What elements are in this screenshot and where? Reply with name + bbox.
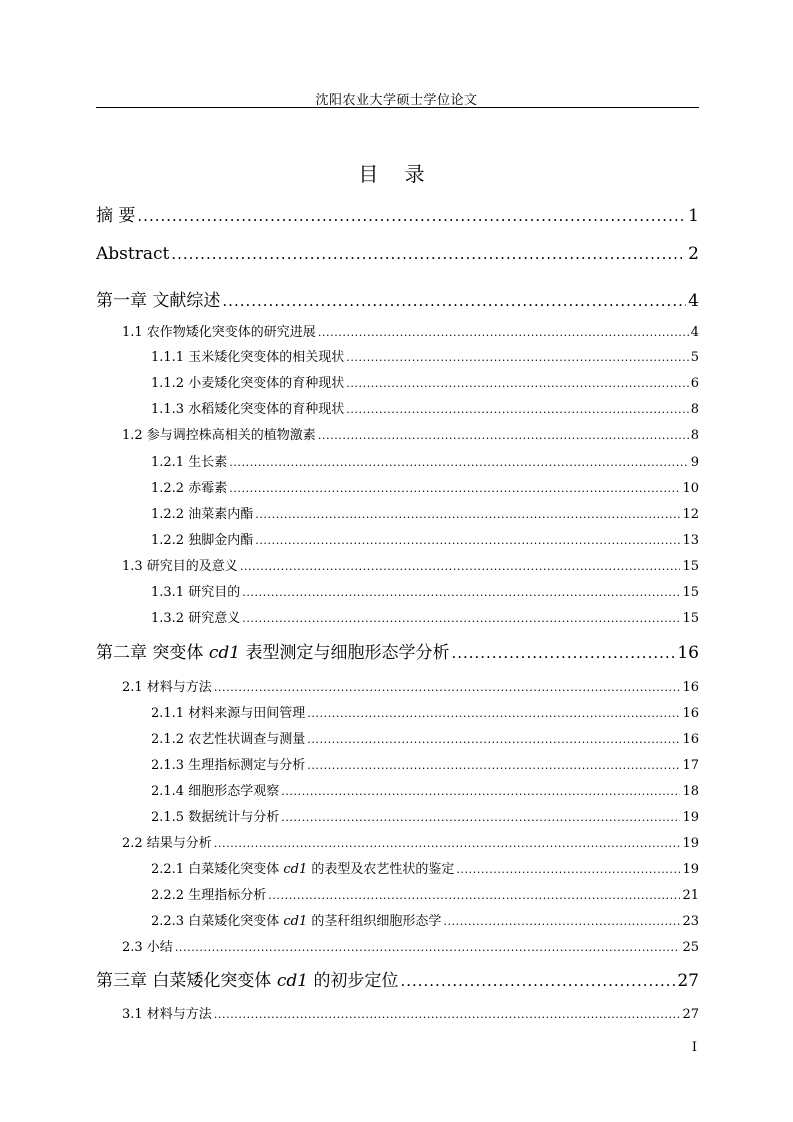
gene-name: cd1 [283,914,308,929]
toc-leader-dots [240,560,681,573]
toc-entry-page: 2 [688,244,699,264]
toc-entry-page: 25 [682,940,699,955]
toc-leader-dots [214,681,681,694]
toc-entry-2-2-3[interactable] [151,910,699,929]
toc-entry-page: 16 [677,643,699,663]
toc-leader-dots [443,915,680,928]
toc-entry-page: 1 [688,206,699,226]
toc-entry-label: 2.2 结果与分析 [122,836,212,851]
toc-entry-page: 27 [682,1007,699,1022]
toc-entry-label: 1.3.2 研究意义 [151,611,241,626]
toc-entry-page: 23 [682,914,699,929]
toc-entry-1-2-2-c[interactable] [151,529,699,548]
toc-entry-1-1[interactable] [122,321,699,340]
toc-entry-abstract-en[interactable] [96,244,699,264]
toc-entry-page: 10 [682,481,699,496]
toc-entry-page: 8 [690,402,699,417]
toc-leader-dots [281,811,680,824]
toc-entry-page: 17 [682,758,699,773]
toc-leader-dots [229,482,680,495]
toc-entry-page: 9 [690,455,699,470]
toc-entry-page: 6 [690,376,699,391]
toc-entry-1-2-2-a[interactable] [151,477,699,496]
toc-leader-dots [346,403,689,416]
toc-entry-label: Abstract [96,244,170,264]
toc-entry-2-2[interactable] [122,832,699,851]
toc-entry-label: 摘 要 [96,206,136,226]
toc-entry-page: 19 [682,862,699,877]
toc-label-text: 第二章 突变体 [96,643,209,663]
toc-entry-label [151,910,441,929]
toc-entry-label: 1.2.1 生长素 [151,455,228,470]
toc-entry-page: 27 [677,971,699,991]
toc-entry-2-3[interactable] [122,936,699,955]
toc-entry-label: 1.2.2 赤霉素 [151,481,228,496]
toc-entry-1-2-2-b[interactable] [151,503,699,522]
toc-entry-2-2-2[interactable] [151,884,699,903]
toc-entry-1-1-3[interactable] [151,398,699,417]
toc-entry-page: 16 [682,732,699,747]
toc-leader-dots [214,1008,681,1021]
toc-entry-label: 2.1.2 农艺性状调查与测量 [151,732,306,747]
toc-entry-chapter-1[interactable] [96,286,699,311]
toc-entry-label: 2.1 材料与方法 [122,680,212,695]
toc-entry-page: 15 [682,559,699,574]
toc-entry-2-1-3[interactable] [151,754,699,773]
toc-entry-label: 3.1 材料与方法 [122,1007,212,1022]
toc-label-text: 第三章 白菜矮化突变体 [96,971,277,991]
toc-leader-dots [255,534,680,547]
toc-leader-dots [255,508,680,521]
toc-entry-page: 19 [682,810,699,825]
toc-leader-dots [346,377,689,390]
toc-leader-dots [222,292,686,310]
toc-leader-dots [307,707,680,720]
toc-entry-label: 1.1.3 水稻矮化突变体的育种现状 [151,402,345,417]
toc-label-text: 2.2.3 白菜矮化突变体 [151,914,284,929]
toc-label-text: 的茎秆组织细胞形态学 [307,914,442,929]
toc-entry-label: 1.2.2 独脚金内酯 [151,533,254,548]
toc-leader-dots [307,759,680,772]
toc-entry-page: 5 [690,350,699,365]
toc-entry-label: 2.2.2 生理指标分析 [151,888,267,903]
toc-label-text: 表型测定与细胞形态学分析 [240,643,450,663]
toc-entry-2-2-1[interactable] [151,858,699,877]
toc-entry-label: 1.1.1 玉米矮化突变体的相关现状 [151,350,345,365]
toc-entry-page: 15 [682,611,699,626]
toc-title: 目 录 [358,162,435,186]
toc-entry-label [96,638,449,663]
page-number: I [691,1040,697,1055]
toc-entry-label: 1.2.2 油菜素内酯 [151,507,254,522]
toc-entry-3-1[interactable] [122,1003,699,1022]
toc-entry-1-1-1[interactable] [151,346,699,365]
toc-entry-page: 12 [682,507,699,522]
toc-leader-dots [456,863,680,876]
toc-leader-dots [137,207,686,225]
toc-entry-1-3-1[interactable] [151,581,699,600]
toc-entry-label: 1.2 参与调控株高相关的植物激素 [122,428,316,443]
toc-entry-1-3[interactable] [122,555,699,574]
toc-leader-dots [214,837,681,850]
toc-entry-1-1-2[interactable] [151,372,699,391]
toc-leader-dots [171,245,686,263]
toc-entry-label [96,966,398,991]
toc-entry-page: 16 [682,680,699,695]
toc-leader-dots [346,351,689,364]
toc-leader-dots [451,644,675,662]
toc-entry-2-1-2[interactable] [151,728,699,747]
toc-entry-label: 2.1.3 生理指标测定与分析 [151,758,306,773]
toc-label-text: 的初步定位 [308,971,399,991]
toc-leader-dots [281,785,680,798]
toc-entry-label: 2.1.1 材料来源与田间管理 [151,706,306,721]
toc-entry-label: 1.3.1 研究目的 [151,585,241,600]
toc-entry-label: 1.3 研究目的及意义 [122,559,238,574]
toc-entry-page: 4 [688,291,699,311]
toc-entry-label: 1.1.2 小麦矮化突变体的育种现状 [151,376,345,391]
toc-entry-chapter-2[interactable] [96,638,699,663]
toc-entry-label: 1.1 农作物矮化突变体的研究进展 [122,325,316,340]
toc-entry-page: 16 [682,706,699,721]
toc-leader-dots [229,456,689,469]
toc-entry-label [151,858,454,877]
toc-leader-dots [242,612,680,625]
toc-leader-dots [318,326,689,339]
gene-name: cd1 [208,643,241,663]
toc-leader-dots [318,429,689,442]
toc-entry-chapter-3[interactable] [96,966,699,991]
toc-entry-page: 8 [690,428,699,443]
toc-entry-1-2[interactable] [122,424,699,443]
toc-entry-1-3-2[interactable] [151,607,699,626]
toc-label-text: 2.2.1 白菜矮化突变体 [151,862,284,877]
toc-entry-2-1[interactable] [122,676,699,695]
toc-leader-dots [307,733,680,746]
toc-leader-dots [242,586,680,599]
toc-entry-page: 15 [682,585,699,600]
toc-leader-dots [400,972,675,990]
toc-entry-abstract-cn[interactable] [96,201,699,226]
toc-leader-dots [175,941,681,954]
gene-name: cd1 [276,971,309,991]
toc-entry-2-1-5[interactable] [151,806,699,825]
toc-label-text: 的表型及农艺性状的鉴定 [307,862,455,877]
toc-entry-page: 13 [682,533,699,548]
toc-entry-2-1-4[interactable] [151,780,699,799]
header-rule [96,107,699,108]
gene-name: cd1 [283,862,308,877]
toc-entry-page: 19 [682,836,699,851]
toc-entry-label: 第一章 文献综述 [96,291,221,311]
toc-entry-2-1-1[interactable] [151,702,699,721]
toc-entry-label: 2.1.5 数据统计与分析 [151,810,280,825]
running-header: 沈阳农业大学硕士学位论文 [315,93,478,108]
toc-entry-page: 21 [682,888,699,903]
toc-entry-page: 18 [682,784,699,799]
toc-leader-dots [268,889,680,902]
toc-entry-1-2-1[interactable] [151,451,699,470]
toc-entry-page: 4 [690,325,699,340]
toc-entry-label: 2.3 小结 [122,940,173,955]
toc-entry-label: 2.1.4 细胞形态学观察 [151,784,280,799]
